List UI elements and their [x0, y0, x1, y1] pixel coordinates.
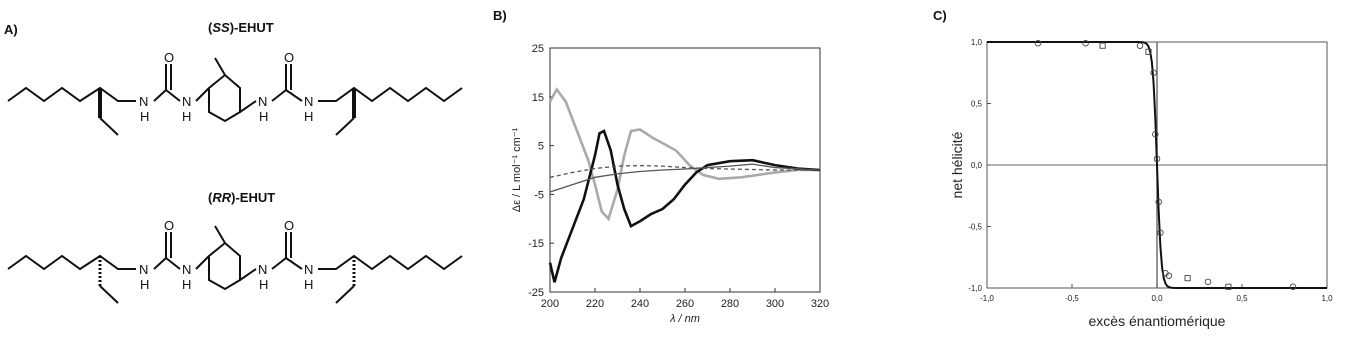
- y-axis-label: Δε / L mol⁻¹ cm⁻¹: [511, 127, 523, 213]
- x-tick-label: 240: [630, 298, 650, 310]
- x-tick-label: 320: [810, 298, 830, 310]
- atom-label: O: [164, 50, 175, 65]
- atom-label: N: [182, 94, 192, 109]
- y-tick-label: 0,5: [970, 99, 982, 109]
- atom-label: H: [182, 109, 192, 124]
- y-tick-label: 15: [531, 91, 544, 104]
- panel-c-label: C): [933, 8, 947, 23]
- atom-label: N: [139, 94, 149, 109]
- atom-label: H: [259, 277, 269, 292]
- x-tick-label: -0,5: [1065, 294, 1079, 303]
- panel-b-label: B): [493, 8, 507, 23]
- data-point-circle: [1137, 43, 1143, 49]
- y-tick-label: -5: [534, 189, 544, 202]
- atom-label: H: [182, 277, 192, 292]
- y-tick-label: 25: [531, 43, 544, 55]
- y-tick-label: -25: [528, 287, 544, 299]
- atom-label: N: [304, 262, 314, 277]
- x-tick-label: 0,0: [1151, 294, 1163, 303]
- y-tick-label: 0,0: [970, 161, 982, 170]
- cd-series-line: [550, 131, 820, 282]
- y-tick-label: 5: [537, 140, 544, 153]
- cd-series-line: [550, 89, 820, 218]
- molecule-structures: [0, 0, 490, 341]
- atom-label: O: [164, 218, 175, 233]
- x-axis-label: excès énantiomérique: [1088, 313, 1226, 329]
- y-tick-label: -15: [528, 238, 544, 251]
- x-tick-label: 300: [765, 298, 785, 310]
- data-point-square: [1185, 276, 1190, 281]
- x-tick-label: 0,5: [1236, 294, 1248, 303]
- data-point-circle: [1205, 279, 1211, 285]
- data-point-square: [1100, 43, 1105, 48]
- atom-label: N: [258, 262, 268, 277]
- atom-label: O: [284, 218, 295, 233]
- x-tick-label: 200: [540, 298, 560, 310]
- molecule-rr-title: (RR)-EHUT: [208, 190, 276, 205]
- atom-label: H: [304, 277, 314, 292]
- y-axis-label: net hélicité: [949, 131, 965, 199]
- cd-spectrum-chart: [505, 10, 845, 330]
- atom-label: N: [258, 94, 268, 109]
- atom-label: H: [259, 109, 269, 124]
- x-tick-label: 220: [585, 298, 605, 310]
- net-helicity-chart: [942, 8, 1347, 338]
- molecule-rr-ehut: [8, 226, 462, 303]
- x-axis-label: λ / nm: [670, 313, 700, 325]
- panel-a-label: A): [4, 22, 18, 37]
- atom-label: N: [139, 262, 149, 277]
- atom-label: O: [284, 50, 295, 65]
- atom-label: N: [182, 262, 192, 277]
- x-tick-label: 280: [720, 298, 740, 310]
- molecule-ss-ehut: [8, 58, 462, 135]
- x-tick-label: -1,0: [980, 294, 994, 303]
- atom-label: H: [304, 109, 314, 124]
- y-tick-label: -1,0: [968, 284, 982, 293]
- atom-label: H: [140, 277, 150, 292]
- molecule-ss-title: (SS)-EHUT: [208, 20, 274, 35]
- atom-label: H: [140, 109, 150, 124]
- x-tick-label: 260: [675, 298, 695, 310]
- y-tick-label: 1,0: [970, 38, 982, 47]
- y-tick-label: -0,5: [968, 222, 982, 232]
- x-tick-label: 1,0: [1321, 294, 1333, 303]
- atom-label: N: [304, 94, 314, 109]
